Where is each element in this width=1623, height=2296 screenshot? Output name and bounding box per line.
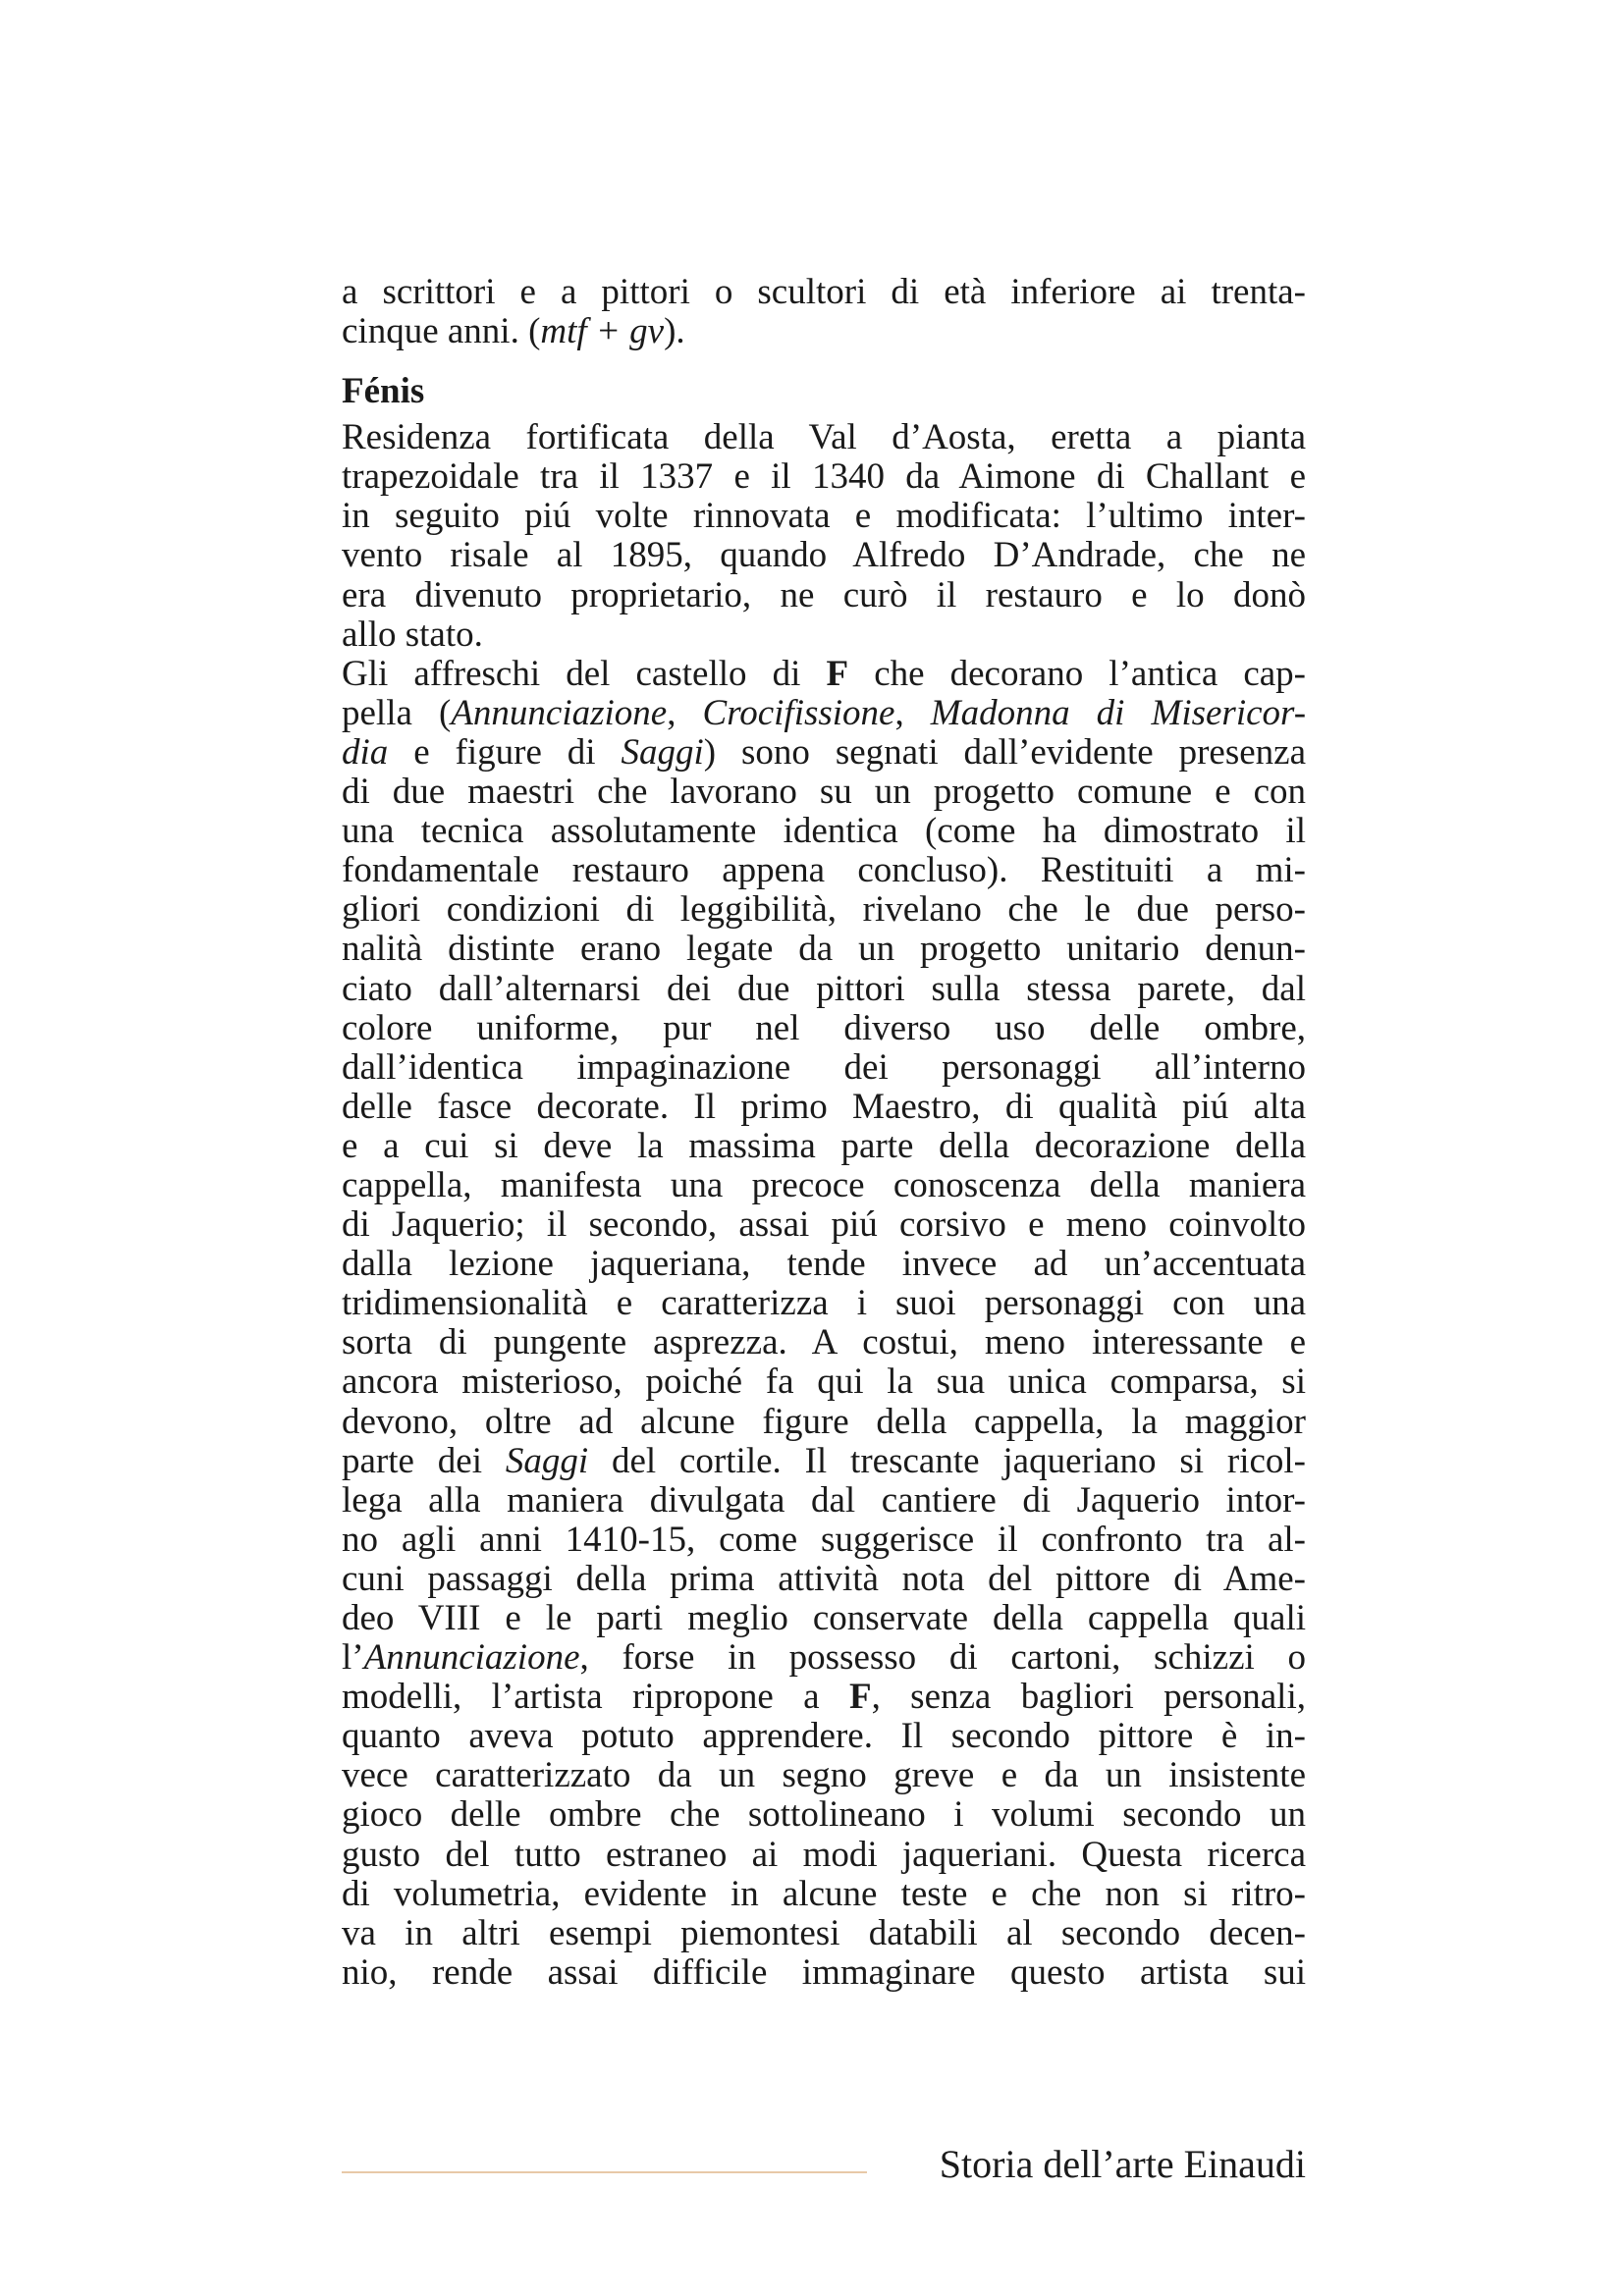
text-line: gioco delle ombre che sottolineano i volumi secondo un [342, 1794, 1306, 1836]
text-segment: , forse in possesso di cartoni, schizzi o [579, 1637, 1306, 1679]
artwork-title: Saggi [621, 731, 704, 773]
text-line: colore uniforme, pur nel diverso uso delle ombre, [342, 1007, 1306, 1048]
text-segment: parte dei [342, 1440, 506, 1481]
text-line: una tecnica assolutamente identica (come ha dimostrato il [342, 811, 1306, 852]
text-line: devono, oltre ad alcune figure della cappella, la maggior [342, 1401, 1306, 1442]
text-line: dalla lezione jaqueriana, tende invece ad un’accentuata [342, 1244, 1306, 1285]
text-line: a scrittori e a pittori o scultori di età inferiore ai trenta- [342, 272, 1306, 312]
text-segment: , [894, 692, 931, 733]
text-segment: cinque anni. ( [342, 311, 541, 352]
article-body [342, 273, 1306, 1993]
text-line: ciato dall’alternarsi dei due pittori sulla stessa parete, dal [342, 968, 1306, 1009]
artwork-title: Annunciazione [363, 1637, 580, 1679]
text-line [342, 694, 1306, 733]
text-segment: ) sono segnati dall’evidente presenza [703, 731, 1306, 773]
text-segment: che decorano l’antica cap- [848, 653, 1306, 694]
text-line [342, 1638, 1306, 1678]
entry-heading: Fénis [342, 371, 425, 412]
text-segment: e figure di [388, 731, 622, 773]
text-line: nio, rende assai difficile immaginare questo artista sui [342, 1951, 1306, 1993]
author-initials: mtf + gv [540, 311, 665, 352]
text-line [342, 733, 1306, 773]
text-line: cuni passaggi della prima attività nota del pittore di Ame- [342, 1558, 1306, 1599]
text-line: quanto aveva potuto apprendere. Il secondo pittore è in- [342, 1716, 1306, 1757]
text-line: vento risale al 1895, quando Alfredo D’Andrade, che ne [342, 535, 1306, 576]
text-segment: pella ( [342, 692, 452, 733]
text-line: nalità distinte erano legate da un progetto unitario denun- [342, 929, 1306, 970]
artwork-title: Crocifissione [702, 692, 895, 733]
text-line: va in altri esempi piemontesi databili al secondo decen- [342, 1912, 1306, 1953]
text-line [342, 655, 1306, 694]
page-footer [342, 2140, 1306, 2189]
text-line [342, 1442, 1306, 1481]
text-line: fondamentale restauro appena concluso). Restituiti a mi- [342, 850, 1306, 891]
text-line: ancora misterioso, poiché fa qui la sua unica comparsa, si [342, 1362, 1306, 1403]
text-line: delle fasce decorate. Il primo Maestro, di qualità piú alta [342, 1086, 1306, 1127]
artwork-title: dia [342, 731, 389, 773]
text-line: di volumetria, evidente in alcune teste e che non si ritro- [342, 1873, 1306, 1914]
entry-abbreviation: F [826, 653, 849, 694]
text-line: no agli anni 1410-15, come suggerisce il confronto tra al- [342, 1519, 1306, 1560]
text-line: vece caratterizzato da un segno greve e da un insistente [342, 1755, 1306, 1796]
text-line: allo stato. [342, 614, 483, 655]
text-line: era divenuto proprietario, ne curò il restauro e lo donò [342, 574, 1306, 615]
text-line: di Jaquerio; il secondo, assai piú corsivo e meno coinvolto [342, 1204, 1306, 1246]
text-line: gusto del tutto estraneo ai modi jaqueriani. Questa ricerca [342, 1834, 1306, 1875]
artwork-title: Annunciazione [451, 692, 668, 733]
text-line [342, 1678, 1306, 1717]
text-line: dall’identica impaginazione dei personaggi all’interno [342, 1046, 1306, 1088]
text-line: di due maestri che lavorano su un progetto comune e con [342, 772, 1306, 813]
artwork-title: Saggi [505, 1440, 589, 1481]
text-line: gliori condizioni di leggibilità, rivelano che le due perso- [342, 889, 1306, 931]
artwork-title: Madonna di Misericor- [930, 692, 1307, 733]
text-line: Residenza fortificata della Val d’Aosta, eretta a pianta [342, 417, 1306, 458]
text-line [342, 312, 1306, 351]
publisher-title: Storia dell’arte Einaudi [939, 2142, 1306, 2186]
text-line: in seguito piú volte rinnovata e modificata: l’ultimo inter- [342, 496, 1306, 537]
footer-rule [342, 2171, 867, 2173]
text-line: sorta di pungente asprezza. A costui, meno interessante e [342, 1322, 1306, 1363]
text-segment: Gli affreschi del castello di [342, 653, 827, 694]
text-segment: , senza bagliori personali, [871, 1677, 1306, 1718]
entry-abbreviation: F [848, 1677, 872, 1718]
text-segment: , [667, 692, 703, 733]
text-segment: modelli, l’artista ripropone a [342, 1677, 849, 1718]
text-segment: del cortile. Il trescante jaqueriano si ricol- [588, 1440, 1306, 1481]
text-line: e a cui si deve la massima parte della decorazione della [342, 1125, 1306, 1166]
text-segment: ). [664, 311, 685, 352]
text-line: deo VIII e le parti meglio conservate della cappella quali [342, 1598, 1306, 1638]
text-line: cappella, manifesta una precoce conoscenza della maniera [342, 1164, 1306, 1205]
text-line: tridimensionalità e caratterizza i suoi personaggi con una [342, 1283, 1306, 1324]
text-segment: l’ [342, 1637, 364, 1679]
text-line: trapezoidale tra il 1337 e il 1340 da Aimone di Challant e [342, 456, 1306, 498]
text-line: lega alla maniera divulgata dal cantiere di Jaquerio intor- [342, 1479, 1306, 1521]
